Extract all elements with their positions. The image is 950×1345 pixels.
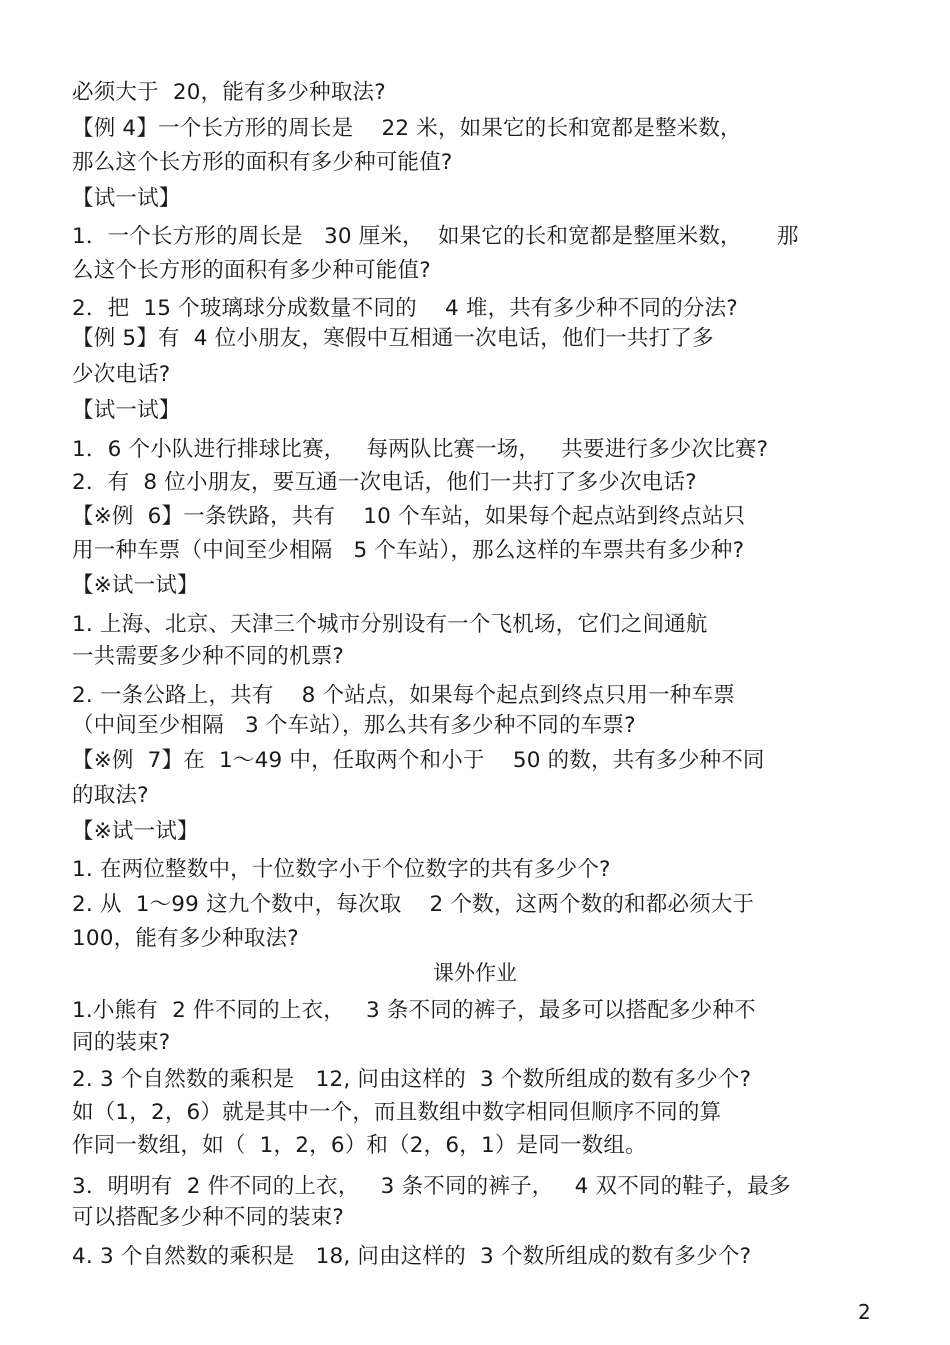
homework-line: 可以搭配多少种不同的装束? [72, 1205, 345, 1230]
text-line: 一共需要多少种不同的机票? [72, 644, 345, 669]
example-5-line: 【例 5】有 4 位小朋友，寒假中互相通一次电话，他们一共打了多 [72, 326, 714, 351]
text-line: 2．把 15 个玻璃球分成数量不同的 4 堆，共有多少种不同的分法? [72, 296, 738, 321]
homework-line: 2. 3 个自然数的乘积是 12, 问由这样的 3 个数所组成的数有多少个? [72, 1067, 752, 1092]
page-number: 2 [858, 1300, 871, 1324]
homework-line: 如（1，2，6）就是其中一个，而且数组中数字相同但顺序不同的算 [72, 1100, 722, 1125]
text-line: 1. 在两位整数中，十位数字小于个位数字的共有多少个? [72, 857, 611, 882]
try-heading: 【试一试】 [72, 186, 181, 211]
homework-line: 1.小熊有 2 件不同的上衣， 3 条不同的裤子，最多可以搭配多少种不 [72, 998, 756, 1023]
text-line: 的取法? [72, 783, 149, 808]
example-4-line: 【例 4】一个长方形的周长是 22 米，如果它的长和宽都是整米数， [72, 116, 742, 141]
try-heading: 【※试一试】 [72, 819, 199, 844]
text-line: 少次电话? [72, 362, 171, 387]
text-line: 必须大于 20，能有多少种取法? [72, 80, 386, 105]
text-line: （中间至少相隔 3 个车站），那么共有多少种不同的车票? [72, 713, 636, 738]
homework-line: 同的装束? [72, 1030, 171, 1055]
text-line: 1. 上海、北京、天津三个城市分别设有一个飞机场，它们之间通航 [72, 612, 708, 637]
example-7-line: 【※例 7】在 1～49 中，任取两个和小于 50 的数，共有多少种不同 [72, 748, 765, 773]
homework-title: 课外作业 [433, 961, 517, 985]
text-line: 1．一个长方形的周长是 30 厘米， 如果它的长和宽都是整厘米数， 那 [72, 224, 799, 249]
example-6-line: 【※例 6】一条铁路，共有 10 个车站，如果每个起点站到终点站只 [72, 504, 746, 529]
text-line: 1．6 个小队进行排球比赛， 每两队比赛一场， 共要进行多少次比赛? [72, 437, 769, 462]
try-heading: 【试一试】 [72, 398, 181, 423]
try-heading: 【※试一试】 [72, 573, 199, 598]
text-line: 用一种车票（中间至少相隔 5 个车站），那么这样的车票共有多少种? [72, 538, 745, 563]
text-line: 2. 从 1～99 这九个数中，每次取 2 个数，这两个数的和都必须大于 [72, 892, 755, 917]
text-line: 那么这个长方形的面积有多少种可能值? [72, 150, 453, 175]
homework-line: 作同一数组，如（ 1，2，6）和（2，6，1）是同一数组。 [72, 1133, 647, 1158]
text-line: 么这个长方形的面积有多少种可能值? [72, 258, 431, 283]
homework-line: 3．明明有 2 件不同的上衣， 3 条不同的裤子， 4 双不同的鞋子，最多 [72, 1174, 791, 1199]
text-line: 2. 一条公路上，共有 8 个站点，如果每个起点到终点只用一种车票 [72, 683, 735, 708]
homework-line: 4. 3 个自然数的乘积是 18, 问由这样的 3 个数所组成的数有多少个? [72, 1244, 752, 1269]
text-line: 2．有 8 位小朋友，要互通一次电话，他们一共打了多少次电话? [72, 470, 697, 495]
text-line: 100，能有多少种取法? [72, 926, 299, 951]
